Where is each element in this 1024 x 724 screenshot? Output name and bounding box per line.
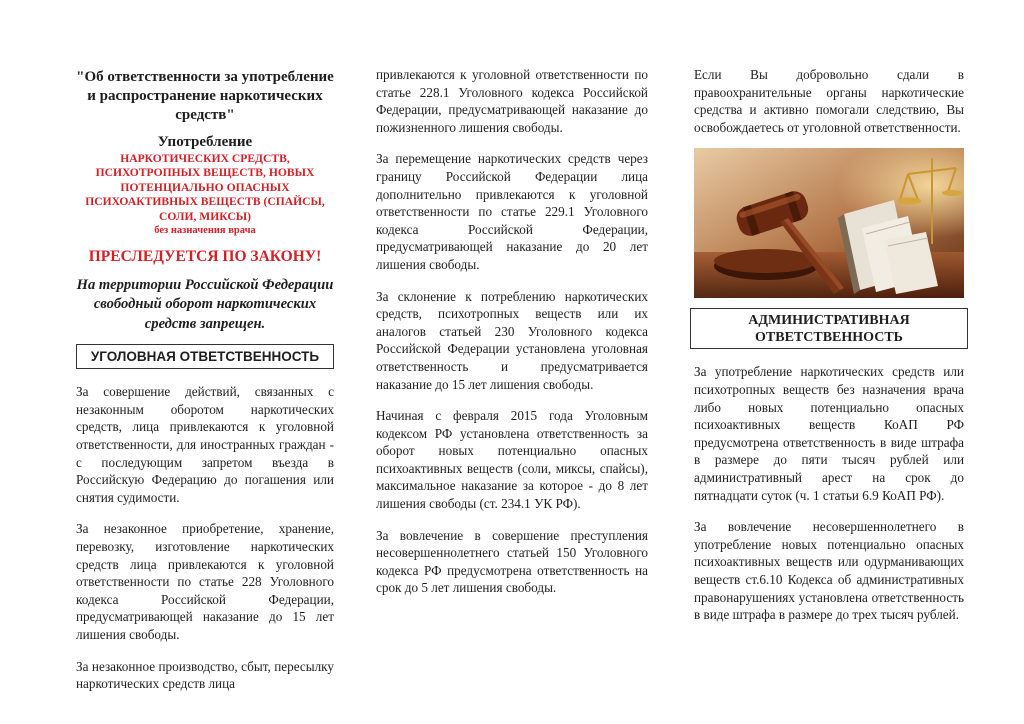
paragraph: За вовлечение несовершеннолетнего в употребление новых потенциально опасных психоактивных веществ или одурманивающих веществ ст.6.10 Кодекса об административных правонарушениях установлена ответственность в виде штрафа в размере до трех тысяч рублей. xyxy=(694,519,964,623)
prosecuted-warning: ПРЕСЛЕДУЕТСЯ ПО ЗАКОНУ! xyxy=(88,248,322,266)
paragraph: За незаконное приобретение, хранение, перевозку, изготовление наркотических средств лица привлекаются к уголовной ответственности по статье 228 Уголовного кодекса Российской Федерации, предусматривающей наказание до 15 лет лишения свободы. xyxy=(76,521,334,642)
column-middle xyxy=(376,66,648,611)
paragraph: За вовлечение в совершение преступления несовершеннолетнего статьей 150 Уголовного кодекса РФ предусмотрена ответственность на срок до 5 лет лишения свободы. xyxy=(376,527,648,596)
paragraph: За совершение действий, связанных с незаконным оборотом наркотических средств, лица привлекаются к уголовной ответственности, для иностранных граждан - с последующим запретом въезда в Российскую Федерацию до погашения или снятия судимости. xyxy=(76,384,334,505)
column-left xyxy=(76,66,334,707)
substances-list: НАРКОТИЧЕСКИХ СРЕДСТВ, ПСИХОТРОПНЫХ ВЕЩЕСТВ, НОВЫХ ПОТЕНЦИАЛЬНО ОПАСНЫХ ПСИХОАКТИВНЫХ ВЕЩЕСТВ (СПАЙСЫ, СОЛИ, МИКСЫ) xyxy=(85,152,325,223)
paragraph: Начиная с февраля 2015 года Уголовным кодексом РФ установлена ответственность за оборот новых потенциально опасных психоактивных веществ (соли, миксы, спайсы), максимальное наказание за которое - до 8 лет лишения свободы (ст. 234.1 УК РФ). xyxy=(376,408,648,512)
administrative-liability-heading: АДМИНИСТРАТИВНАЯ ОТВЕТСТВЕННОСТЬ xyxy=(690,308,968,349)
gavel-books-image xyxy=(694,148,964,298)
column-right xyxy=(694,66,964,638)
paragraph: привлекаются к уголовной ответственности по статье 228.1 Уголовного кодекса Российской Федерации, предусматривающей наказание до пожизненного лишения свободы. xyxy=(376,67,648,135)
no-prescription-note: без назначения врача xyxy=(154,225,256,237)
leaflet-title: "Об ответственности за употребление и распространение наркотических средств" xyxy=(76,69,334,123)
criminal-liability-heading: УГОЛОВНАЯ ОТВЕТСТВЕННОСТЬ xyxy=(76,344,334,369)
paragraph: За незаконное производство, сбыт, пересылку наркотических средств лица xyxy=(76,658,334,692)
paragraph: За перемещение наркотических средств через границу Российской Федерации лица дополнительно привлекаются к уголовной ответственности по статье 229.1 Уголовного кодекса Российской Федерации, предусматривающей наказание до 20 лет лишения свободы. xyxy=(376,151,648,272)
usage-heading: Употребление xyxy=(157,134,253,150)
voluntary-surrender-paragraph: Если Вы добровольно сдали в правоохранительные органы наркотические средства и активно помогали следствию, Вы освобождаетесь от уголовной ответственности. xyxy=(694,67,964,135)
paragraph: За склонение к потреблению наркотических средств, психотропных веществ или их аналогов статьей 230 Уголовного кодекса Российской Федерации установлена уголовная ответственность и предусматривается наказание до 15 лет лишения свободы. xyxy=(376,288,648,392)
paragraph: За употребление наркотических средств или психотропных веществ без назначения врача либо новых потенциально опасных психоактивных веществ КоАП РФ предусмотрена ответственность в виде штрафа в размере до пяти тысяч рублей или административный арест на срок до пятнадцати суток (ч. 1 статьи 6.9 КоАП РФ). xyxy=(694,364,964,503)
free-circulation-statement: На территории Российской Федерации свободный оборот наркотических средств запрещен. xyxy=(76,277,334,332)
